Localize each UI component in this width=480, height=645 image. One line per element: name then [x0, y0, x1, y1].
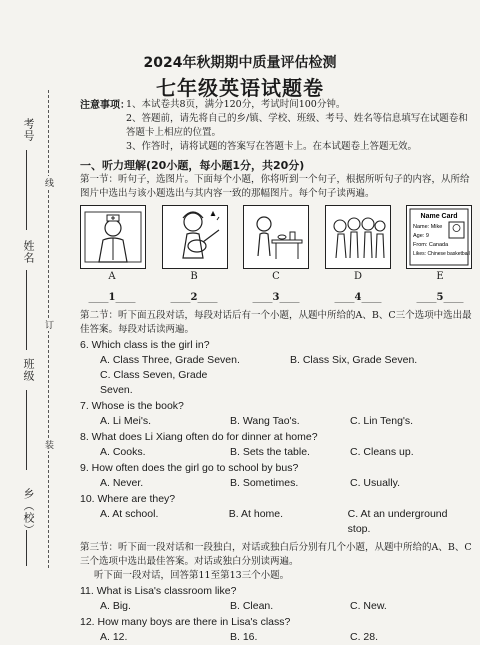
kaohao-line: [26, 150, 27, 230]
question-7: 7. Whose is the book?: [80, 400, 184, 412]
question-11-options: [80, 599, 472, 614]
notes-label: 注意事项：: [80, 100, 130, 111]
blank-2[interactable]: ____2____: [170, 292, 218, 303]
notes-block: [80, 98, 472, 154]
option-a[interactable]: A. Li Mei's.: [100, 415, 152, 427]
section-title: 一、听力理解(20小题，每小题1分，共20分): [80, 159, 305, 172]
card-from: From: Canada: [413, 242, 449, 248]
label-banji: 班级: [22, 358, 35, 382]
binding-strip: [0, 90, 62, 568]
option-b[interactable]: B. Sets the table.: [230, 446, 310, 458]
option-c[interactable]: C. New.: [350, 600, 387, 612]
note-item: 1、本试卷共8页，满分120分，考试时间100分钟。: [126, 99, 346, 110]
xiang-line: [26, 530, 27, 566]
picture-a-doctor: [80, 205, 146, 269]
option-b[interactable]: B. At home.: [228, 508, 284, 520]
dash-word-xian: 线: [43, 178, 53, 187]
banji-line: [26, 390, 27, 470]
letter-b: B: [190, 271, 198, 282]
letter-d: D: [353, 271, 363, 282]
part1-instructions: 第一节：听句子，选图片。下面每个小题，你将听到一个句子，根据所听句子的内容，从所给图片中选出与该小题选出与其内容一致的那幅图片。每个句子读两遍。: [80, 174, 470, 199]
question-8: 8. What does Li Xiang often do for dinner at home?: [80, 431, 318, 443]
blank-3[interactable]: ____3____: [252, 292, 300, 303]
option-a[interactable]: A. Class Three, Grade Seven.: [100, 354, 240, 366]
part3-sub-instructions: 听下面一段对话，回答第11至第13三个小题。: [94, 570, 290, 581]
dash-word-ding: 订: [43, 320, 53, 329]
picture-row: [80, 205, 472, 267]
note-item: 2、答题前，请先将自己的乡/镇、学校、班级、考号、姓名等信息填写在试题卷和答题卡上相应的位置。: [126, 113, 468, 138]
question-6-options-row2: [80, 368, 472, 398]
blank-1[interactable]: ____1____: [88, 292, 136, 303]
blank-4[interactable]: ____4____: [334, 292, 382, 303]
letter-a: A: [108, 271, 116, 282]
label-xingming: 姓名: [22, 240, 35, 264]
picture-d-girls-group: [325, 205, 391, 269]
option-a[interactable]: A. 12.: [100, 631, 128, 643]
option-c[interactable]: C. At an underground stop.: [347, 508, 448, 535]
option-c[interactable]: C. Lin Teng's.: [350, 415, 414, 427]
part2-instructions: 第二节：听下面五段对话，每段对话后有一个小题，从题中所给的A、B、C三个选项中选出最佳答案。每段对话读两遍。: [80, 310, 472, 335]
picture-letters: [80, 269, 472, 284]
question-8-options: [80, 445, 472, 460]
option-a[interactable]: A. Cooks.: [100, 446, 146, 458]
option-a[interactable]: A. At school.: [100, 508, 159, 520]
xingming-line: [26, 270, 27, 350]
option-a[interactable]: A. Never.: [100, 477, 144, 489]
option-b[interactable]: B. Wang Tao's.: [230, 415, 300, 427]
question-9: 9. How often does the girl go to school by bus?: [80, 462, 299, 474]
option-c[interactable]: C. Usually.: [350, 477, 400, 489]
exam-title-line2: 七年级英语试题卷: [156, 76, 324, 100]
question-6-options-row1: [80, 353, 472, 368]
dash-word-zhuang: 装: [43, 440, 53, 449]
letter-c: C: [272, 271, 280, 282]
picture-b-guitar-girl: [162, 205, 228, 269]
option-b[interactable]: B. Sometimes.: [230, 477, 299, 489]
option-b[interactable]: B. Clean.: [230, 600, 274, 612]
label-xiang: 乡（校）: [22, 488, 35, 536]
blank-5[interactable]: ____5____: [416, 292, 464, 303]
question-10: 10. Where are they?: [80, 493, 176, 505]
question-10-options: [80, 507, 472, 537]
option-c[interactable]: C. Class Seven, Grade Seven.: [100, 369, 208, 396]
exam-content: [80, 98, 472, 645]
question-12-options: [80, 630, 472, 645]
note-item: 3、作答时，请将试题的答案写在答题卡上。在本试题卷上答题无效。: [126, 141, 418, 152]
question-11: 11. What is Lisa's classroom like?: [80, 585, 237, 597]
label-kaohao: 考号: [22, 118, 35, 142]
option-b[interactable]: B. 16.: [230, 631, 258, 643]
card-likes: Likes: Chinese basketball: [413, 251, 470, 257]
exam-title-line1: 2024年秋期期中质量评估检测: [143, 55, 337, 71]
part3-instructions: 第三节：听下面一段对话和一段独白，对话或独白后分别有几个小题，从题中所给的A、B、C三个选项中选出最佳答案。对话或独白分别读两遍。: [80, 542, 472, 567]
question-7-options: [80, 414, 472, 429]
option-b[interactable]: B. Class Six, Grade Seven.: [290, 354, 418, 366]
question-6: 6. Which class is the girl in?: [80, 339, 210, 351]
picture-e-name-card: [406, 205, 472, 269]
question-9-options: [80, 476, 472, 491]
letter-e: E: [436, 271, 444, 282]
option-a[interactable]: A. Big.: [100, 600, 131, 612]
card-age: Age: 9: [413, 233, 429, 239]
option-c[interactable]: C. Cleans up.: [350, 446, 414, 458]
card-title: Name Card: [420, 213, 458, 220]
picture-c-cleaning-table: [243, 205, 309, 269]
question-12: 12. How many boys are there in Lisa's class?: [80, 616, 291, 628]
card-name: Name: Mike: [413, 224, 443, 230]
answer-blanks: [80, 290, 472, 305]
option-c[interactable]: C. 28.: [350, 631, 379, 643]
